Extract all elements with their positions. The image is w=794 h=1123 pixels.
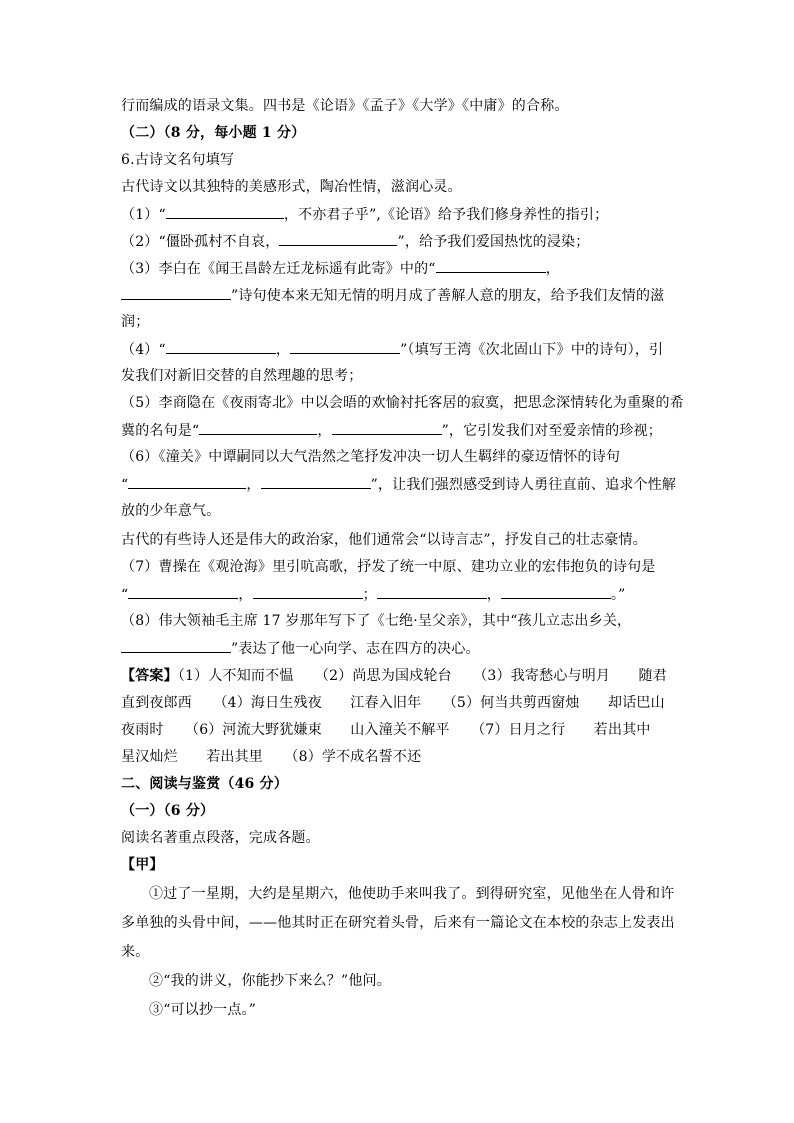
fill-blank: [121, 285, 231, 300]
text-segment: ”，给予我们爱国热忱的浸染；: [397, 234, 590, 250]
answer-line: 直到夜郎西 （4）海日生残夜 江春入旧年 （5）何当共剪西窗烛 却话巴山: [121, 695, 665, 711]
answer-line: 星汉灿烂 若出其里 （8）学不成名誓不还: [121, 749, 422, 765]
question-line: [121, 638, 681, 659]
fill-blank: [332, 420, 442, 435]
question-line: [121, 258, 681, 279]
paragraph-line: ②“我的讲义，你能抄下来么？”他问。: [149, 973, 391, 989]
fill-blank: [290, 339, 400, 354]
question-line: [121, 584, 681, 605]
passage-label: 【甲】: [121, 857, 164, 873]
question-title: 6.古诗文名句填写: [121, 152, 235, 168]
fill-blank: [253, 584, 363, 599]
paragraph-line: 多单独的头骨中间，——他其时正在研究着头骨，后来有一篇论文在本校的杂志上发表出: [121, 915, 675, 931]
section-heading: 二、阅读与鉴赏（46 分）: [121, 776, 288, 792]
fill-blank: [199, 420, 317, 435]
text-segment: ，: [238, 587, 253, 603]
fill-blank: [128, 584, 238, 599]
text-segment: 。”: [610, 587, 626, 603]
question-line: [121, 285, 681, 306]
text-line: 古代诗文以其独特的美感形式，陶冶性情，滋润心灵。: [121, 179, 462, 195]
text-line: 行而编成的语录文集。四书是《论语》《孟子》《大学》《中庸》的合称。: [121, 98, 569, 114]
text-segment: ，不亦君子乎”,《论语》给予我们修身养性的指引；: [283, 207, 609, 223]
fill-blank: [377, 584, 487, 599]
text-segment: ，: [317, 423, 332, 439]
question-line: [121, 474, 681, 495]
answer-line: 夜雨时 （6）河流大野犹嫌束 山入潼关不解平 （7）日月之行 若出其中: [121, 722, 651, 738]
fill-blank: [436, 258, 546, 273]
text-segment: （1）“: [121, 207, 166, 223]
fill-blank: [501, 584, 611, 599]
text-line: （5）李商隐在《夜雨寄北》中以会晤的欢愉衬托客居的寂寞，把思念深情转化为重聚的希: [121, 395, 684, 411]
text-segment: （3）李白在《闻王昌龄左迁龙标遥有此寄》中的“: [121, 261, 436, 277]
fill-blank: [166, 339, 276, 354]
text-line: （7）曹操在《观沧海》里引吭高歌，抒发了统一中原、建功立业的宏伟抱负的诗句是: [121, 559, 656, 575]
question-line: [121, 420, 681, 441]
fill-blank: [279, 231, 397, 246]
text-segment: ”（填写王湾《次北固山下》中的诗句），引: [400, 342, 664, 358]
text-segment: （4）“: [121, 342, 166, 358]
paragraph-line: 来。: [121, 944, 150, 960]
section-heading: （一）（6 分）: [121, 803, 215, 819]
paragraph-line: ①过了一星期，大约是星期六，他使助手来叫我了。到得研究室，见他坐在人骨和许: [149, 886, 675, 902]
text-segment: ，: [486, 587, 501, 603]
answer-line: [121, 666, 681, 686]
paragraph-line: ③“可以抄一点。”: [149, 1002, 257, 1018]
text-segment: ”，它引发我们对至爱亲情的珍视；: [441, 423, 662, 439]
text-segment: ，: [246, 477, 261, 493]
text-segment: ，: [545, 261, 560, 277]
fill-blank: [128, 474, 246, 489]
text-segment: ”表达了他一心向学、志在四方的决心。: [231, 641, 480, 657]
text-line: 润；: [121, 314, 150, 330]
text-segment: ”，让我们强烈感受到诗人勇往直前、追求个性解: [370, 477, 677, 493]
question-line: [121, 339, 681, 360]
answer-label: 【答案】: [121, 668, 178, 684]
text-segment: “: [121, 587, 129, 603]
fill-blank: [261, 474, 371, 489]
question-line: [121, 204, 681, 225]
text-line: 放的少年意气。: [121, 503, 221, 519]
text-line: 发我们对新旧交替的自然理趣的思考；: [121, 368, 363, 384]
text-segment: ，: [275, 342, 291, 358]
text-line: （6）《潼关》中谭嗣同以大气浩然之笔抒发冲决一切人生羁绊的豪迈情怀的诗句: [121, 449, 621, 465]
text-segment: ”诗句使本来无知无情的明月成了善解人意的朋友，给予我们友情的滋: [231, 288, 665, 304]
section-heading: （二）（8 分，每小题 1 分）: [121, 125, 306, 141]
text-segment: “: [121, 477, 129, 493]
text-segment: （2）“僵卧孤村不自哀，: [121, 234, 280, 250]
text-line: 阅读名著重点段落，完成各题。: [121, 830, 320, 846]
fill-blank: [166, 204, 284, 219]
text-segment: （1）人不知而不愠 （2）尚思为国戍轮台 （3）我寄愁心与明月 随君: [177, 668, 667, 684]
text-segment: 冀的名句是“: [121, 423, 200, 439]
text-line: 古代的有些诗人还是伟大的政治家，他们通常会“以诗言志”，抒发自己的壮志豪情。: [121, 532, 647, 548]
fill-blank: [121, 638, 231, 653]
text-line: （8）伟大领袖毛主席 17 岁那年写下了《七绝·呈父亲》，其中“孩儿立志出乡关，: [121, 613, 632, 629]
text-segment: ；: [362, 587, 377, 603]
question-line: [121, 231, 681, 252]
